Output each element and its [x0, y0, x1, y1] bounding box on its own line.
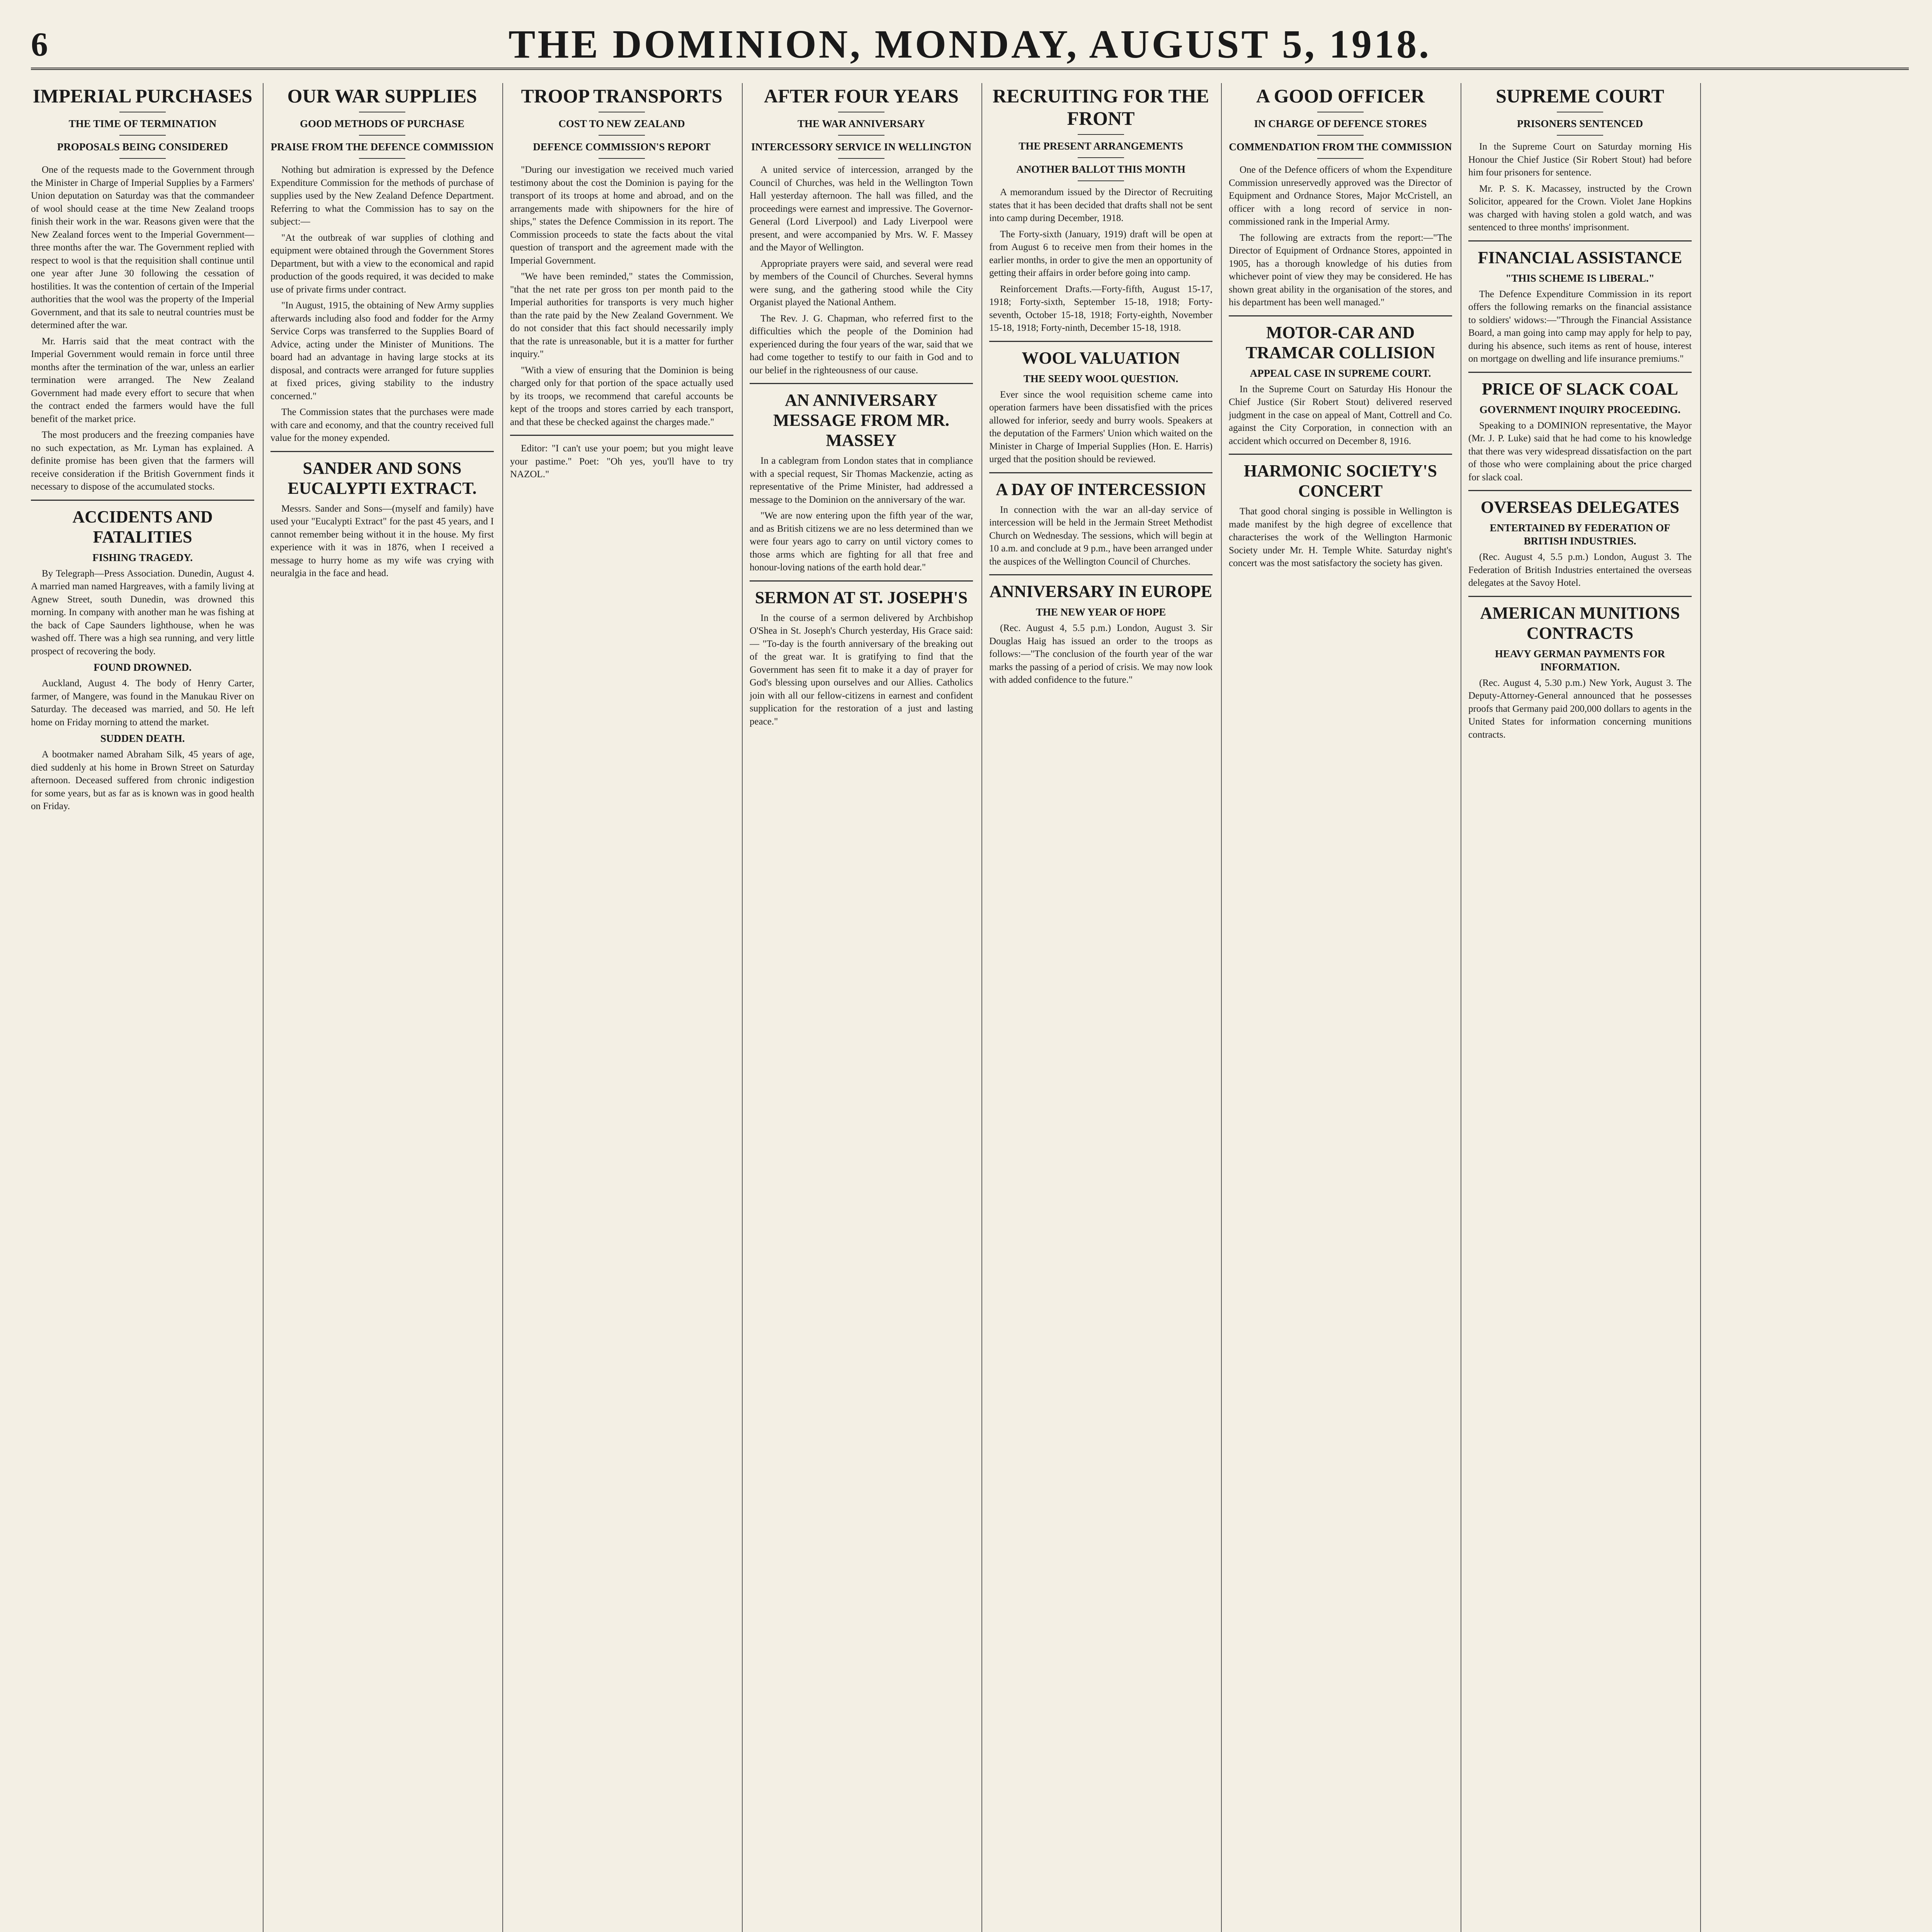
article-heading: OVERSEAS DELEGATES [1481, 498, 1679, 517]
newspaper-title: THE DOMINION, MONDAY, AUGUST 5, 1918. [508, 22, 1432, 66]
article-subheading: THE WAR ANNIVERSARY [797, 118, 925, 129]
article-paragraph: (Rec. August 4, 5.5 p.m.) London, August 3. The Federation of British Industries entertained the overseas delegates at the Savoy Hotel. [1468, 552, 1692, 588]
article-paragraph: That good choral singing is possible in Wellington is made manifest by the high degree of excellence that characterises the work of the Wellington Harmonic Society under Mr. H. Temple White. Saturday night's concert was the most satisfactory the society has given. [1229, 506, 1452, 568]
article-subheading: HEAVY GERMAN PAYMENTS FOR INFORMATION. [1495, 648, 1665, 673]
article-subheading: GOVERNMENT INQUIRY PROCEEDING. [1479, 403, 1681, 415]
article-paragraph: The Commission states that the purchases were made with care and economy, and that the country received full value for the money expended. [270, 407, 494, 443]
article-subheading: COST TO NEW ZEALAND [558, 118, 685, 129]
article-subheading: THE SEEDY WOOL QUESTION. [1023, 372, 1179, 384]
article-paragraph: In connection with the war an all-day service of intercession will be held in the Jermain Street Methodist Church on Wednesday. The sessions, which will begin at 10 a.m. and conclude at 9 p.m., have been arranged under the auspices of the Wellington Council of Churches. [989, 504, 1213, 567]
article-subheading: GOOD METHODS OF PURCHASE [300, 118, 464, 129]
article-paragraph: "We are now entering upon the fifth year of the war, and as British citizens we are no less determined than we were four years ago to carry on until victory comes to those arms which are fighting for all that free and honour-loving nations of the earth hold dear." [750, 510, 973, 573]
article-paragraph: One of the Defence officers of whom the Expenditure Commission unreservedly approved was the Director of Equipment and Ordnance Stores, Major McCristell, an officer with a long record of service in non-commissioned rank in the Imperial Army. [1229, 165, 1452, 227]
article-subheading: PRAISE FROM THE DEFENCE COMMISSION [270, 141, 494, 153]
article-subheading: THE TIME OF TERMINATION [68, 118, 217, 129]
article-paragraph: A memorandum issued by the Director of Recruiting states that it has been decided that drafts shall not be sent into camp during December, 1918. [989, 187, 1213, 223]
column-rule [1700, 83, 1701, 1932]
article-heading: AMERICAN MUNITIONS CONTRACTS [1480, 603, 1680, 643]
article-paragraph: Speaking to a DOMINION representative, the Mayor (Mr. J. P. Luke) said that he had come to his knowledge that there was very widespread dissatisfaction on the part of those who were complaining about the price charged for slack coal. [1468, 420, 1692, 483]
article-subheading: "THIS SCHEME IS LIBERAL." [1505, 272, 1655, 284]
column-rule [742, 83, 743, 1932]
article-paragraph: In a cablegram from London states that in compliance with a special request, Sir Thomas Mackenzie, acting as representative of the Prime Minister, had addressed a message to the Dominion on the anniversary of the war. [750, 456, 973, 505]
column-rule [502, 83, 503, 1932]
article-paragraph: Reinforcement Drafts.—Forty-fifth, August 15-17, 1918; Forty-sixth, September 15-18, 1918; Forty-seventh, October 15-18, 1918; Forty-eighth, November 15-18, 1918; Forty-ninth, December 15-18, 1918. [989, 284, 1213, 333]
article-subheading: FISHING TRAGEDY. [92, 551, 193, 563]
column-3 [510, 83, 733, 1932]
article-paragraph: Messrs. Sander and Sons—(myself and family) have used your "Eucalypti Extract" for the past 45 years, and I cannot remember being without it in the house. My first experience with it was in 1876, when I received a message to hurry home as my wife was crying with neuralgia in the face and head. [270, 503, 494, 578]
column-6 [1229, 83, 1452, 1932]
article-heading: A GOOD OFFICER [1256, 85, 1425, 107]
article-paragraph: Ever since the wool requisition scheme came into operation farmers have been dissatisfied with the prices allowed for inferior, seedy and burry wools. Speakers at the deputation of the Farmers' Union which waited on the Minister in Charge of Imperial Supplies (Hon. E. Harris) urged that the position should be reviewed. [989, 389, 1213, 464]
article-heading: AFTER FOUR YEARS [764, 85, 959, 107]
column-8 [1708, 83, 1909, 1932]
article-subheading: INTERCESSORY SERVICE IN WELLINGTON [751, 141, 972, 153]
article-heading: TROOP TRANSPORTS [521, 85, 723, 107]
article-heading: IMPERIAL PURCHASES [32, 85, 253, 107]
article-heading: HARMONIC SOCIETY'S CONCERT [1244, 461, 1437, 500]
article-subheading: COMMENDATION FROM THE COMMISSION [1229, 141, 1452, 153]
column-4 [750, 83, 973, 1932]
article-heading: PRICE OF SLACK COAL [1481, 379, 1679, 398]
article-paragraph: The Forty-sixth (January, 1919) draft will be open at from August 6 to receive men from their homes in the earlier months, in order to give the men an opportunity of getting their affairs in order before going into camp. [989, 229, 1213, 278]
article-paragraph: The Defence Expenditure Commission in its report offers the following remarks on the financial assistance to soldiers' widows:—"Through the Financial Assistance Board, a man going into camp may apply for help to pay, during his absence, such items as rent of house, interest on mortgage on dwelling and life insurance premiums." [1468, 289, 1692, 364]
column-7 [1468, 83, 1692, 1932]
article-paragraph: The Rev. J. G. Chapman, who referred first to the difficulties which the people of the Dominion had experienced during the four years of the war, said that we had come together to testify to our faith in God and to our belief in the righteousness of our cause. [750, 313, 973, 376]
article-paragraph: A united service of intercession, arranged by the Council of Churches, was held in the Wellington Town Hall yesterday afternoon. The hall was filled, and the proceedings were earnest and impressive. The Governor-General (Lord Liverpool) and Lady Liverpool were present, and were accompanied by Mrs. W. F. Massey and the Mayor of Wellington. [750, 165, 973, 253]
article-paragraph: In the Supreme Court on Saturday morning His Honour the Chief Justice (Sir Robert Stout) had before him four prisoners for sentence. [1468, 141, 1692, 178]
article-subheading: DEFENCE COMMISSION'S REPORT [533, 141, 711, 153]
article-paragraph: The following are extracts from the report:—"The Director of Equipment of Ordnance Stores, appointed in 1905, has a thorough knowledge of his duties from whichever point of view they may be considered. He has shown great ability in the organisation of the stores, and his department has been well managed." [1229, 232, 1452, 308]
article-heading: A DAY OF INTERCESSION [995, 480, 1206, 499]
article-heading: WOOL VALUATION [1022, 348, 1180, 367]
article-paragraph: In the course of a sermon delivered by Archbishop O'Shea in St. Joseph's Church yesterday, His Grace said:— "To-day is the fourth anniversary of the breaking out of the great war. It is gratifying to find that the Government has seen fit to make it a day of prayer for God's blessing upon ourselves and our Allies. Catholics join with all our fellow-citizens in earnest and confident supplication for the restoration of a just and lasting peace." [750, 612, 973, 727]
article-subheading: THE PRESENT ARRANGEMENTS [1019, 140, 1183, 152]
article-heading: MOTOR-CAR AND TRAMCAR COLLISION [1245, 323, 1435, 362]
article-subheading: ENTERTAINED BY FEDERATION OF BRITISH INDUSTRIES. [1490, 522, 1670, 547]
article-paragraph: "We have been reminded," states the Commission, "that the net rate per gross ton per month paid to the Imperial authorities for transports is very much higher than the rate paid by the New Zealand Government. We do not consider that this fact should necessarily imply that the rate is unreasonable, but it is a matter for further inquiry." [510, 271, 733, 359]
article-subheading: PROPOSALS BEING CONSIDERED [57, 141, 228, 153]
article-subheading: ANOTHER BALLOT THIS MONTH [1016, 163, 1185, 175]
masthead [31, 21, 1909, 70]
column-2 [270, 83, 494, 1932]
article-paragraph: The most producers and the freezing companies have no such expectation, as Mr. Lyman has explained. A definite promise has been given that the farmers will receive consideration if the British Government finds it necessary to dispose of the accumulated stocks. [31, 430, 254, 492]
column-rule [263, 83, 264, 1932]
column-rule [1221, 83, 1222, 1932]
column-1 [31, 83, 254, 1932]
article-heading: SERMON AT ST. JOSEPH'S [755, 588, 968, 607]
article-subheading: THE NEW YEAR OF HOPE [1036, 606, 1166, 618]
article-paragraph: In the Supreme Court on Saturday His Honour the Chief Justice (Sir Robert Stout) delivered reserved judgment in the case on appeal of Mant, Cottrell and Co. against the City Corporation, in connection with an accident which occurred on December 8, 1916. [1229, 384, 1452, 446]
article-paragraph: "At the outbreak of war supplies of clothing and equipment were obtained through the Government Stores Department, but with a view to the economical and rapid production of the goods required, it was decided to make use of private firms under contract. [270, 232, 494, 295]
article-heading: FINANCIAL ASSISTANCE [1478, 248, 1682, 267]
article-paragraph: Nothing but admiration is expressed by the Defence Expenditure Commission for the methods of purchase of supplies used by the New Zealand Defence Department. Referring to what the Commission has to say on the subject:— [270, 165, 494, 227]
article-subheading: SUDDEN DEATH. [100, 733, 185, 744]
article-heading: ANNIVERSARY IN EUROPE [989, 582, 1213, 601]
article-paragraph: Mr. P. S. K. Macassey, instructed by the Crown Solicitor, appeared for the Crown. Violet Jane Hopkins was charged with having stolen a gold watch, and was sentenced to three months' imprisonment. [1468, 183, 1692, 233]
article-paragraph: (Rec. August 4, 5.30 p.m.) New York, August 3. The Deputy-Attorney-General announced that he possesses proofs that Germany paid 200,000 dollars to agents in the United States for information concerning munitions contracts. [1468, 677, 1692, 740]
article-subheading: IN CHARGE OF DEFENCE STORES [1254, 118, 1427, 129]
article-paragraph: By Telegraph—Press Association. Dunedin, August 4. A married man named Hargreaves, with a family living at Agnew Street, south Dunedin, was drowned this morning. In company with another man he was fishing at the back of Cape Saunders lighthouse, when he was washed off. There was a high sea running, and very little prospect of recovering the body. [31, 568, 254, 656]
article-paragraph: A bootmaker named Abraham Silk, 45 years of age, died suddenly at his home in Brown Street on Saturday afternoon. Deceased suffered from chronic indigestion for some years, but as far as is known was in good health on Friday. [31, 749, 254, 811]
article-heading: RECRUITING FOR THE FRONT [992, 85, 1209, 129]
article-heading: SUPREME COURT [1496, 85, 1664, 107]
article-paragraph: Auckland, August 4. The body of Henry Carter, farmer, of Mangere, was found in the Manukau River on Saturday. The deceased was married, and 50. He left home on Friday morning to attend the market. [31, 678, 254, 728]
page-number: 6 [31, 26, 48, 63]
article-paragraph: Mr. Harris said that the meat contract with the Imperial Government would remain in force until three months after the termination of the war, unless an earlier termination were arranged. The New Zealand Government had made every effort to secure that when the contract ended the farmers would have the full benefit of the market price. [31, 336, 254, 424]
article-heading: SANDER AND SONS EUCALYPTI EXTRACT. [287, 458, 477, 498]
article-paragraph: "In August, 1915, the obtaining of New Army supplies afterwards including also food and fodder for the Army Service Corps was transferred to the Supplies Board of Advice, acting under the Minister of Munitions. The board had an advantage in having large stocks at its disposal, and contracts were arranged for future supplies at fixed prices, giving stability to the industry concerned." [270, 300, 494, 401]
article-subheading: APPEAL CASE IN SUPREME COURT. [1250, 367, 1431, 379]
article-paragraph: (Rec. August 4, 5.5 p.m.) London, August 3. Sir Douglas Haig has issued an order to the troops as follows:—"The conclusion of the fourth year of the war marks the passing of a period of crisis. We may now look with added confidence to the future." [989, 623, 1213, 685]
article-heading: ACCIDENTS AND FATALITIES [72, 507, 213, 546]
article-heading: OUR WAR SUPPLIES [287, 85, 477, 107]
article-paragraph: "With a view of ensuring that the Dominion is being charged only for that portion of the space actually used by its troops, we recommend that careful accounts be kept of the troops and stores carried by each transport, and that these be checked against the charges made." [510, 365, 733, 427]
column-rule [981, 83, 982, 1932]
article-paragraph: Appropriate prayers were said, and several were read by members of the Council of Churches. Several hymns were sung, and the gathering stood while the City Organist played the National Anthem. [750, 258, 973, 308]
article-heading: AN ANNIVERSARY MESSAGE FROM MR. MASSEY [773, 391, 949, 450]
article-subheading: PRISONERS SENTENCED [1517, 118, 1643, 129]
article-paragraph: Editor: "I can't use your poem; but you might leave your pastime." Poet: "Oh yes, you'll have to try NAZOL." [510, 443, 733, 480]
article-subheading: FOUND DROWNED. [94, 662, 192, 673]
article-paragraph: "During our investigation we received much varied testimony about the cost the Dominion is paying for the transport of its troops at home and abroad, and on the arrangements made with shipowners for the hire of ships," states the Defence Commission in its report. The Commission proceeds to state the facts about the vital question of transport and the agreement made with the Imperial Government. [510, 165, 733, 266]
column-5 [989, 83, 1213, 1932]
article-paragraph: One of the requests made to the Government through the Minister in Charge of Imperial Supplies by a Farmers' Union deputation on Saturday was that the commandeer of wool should cease at the time New Zealand troops finish their work in the war. Reasons given were that the New Zealand forces went to the Imperial Government—three months after the war. The Government replied with respect to wool is that the requisition shall continue until one year after June 30 following the cessation of hostilities. It was the contention of certain of the Imperial authorities that the wool was the property of the Imperial Government, and that its sale to neutral countries must be determined after the war. [31, 165, 254, 330]
